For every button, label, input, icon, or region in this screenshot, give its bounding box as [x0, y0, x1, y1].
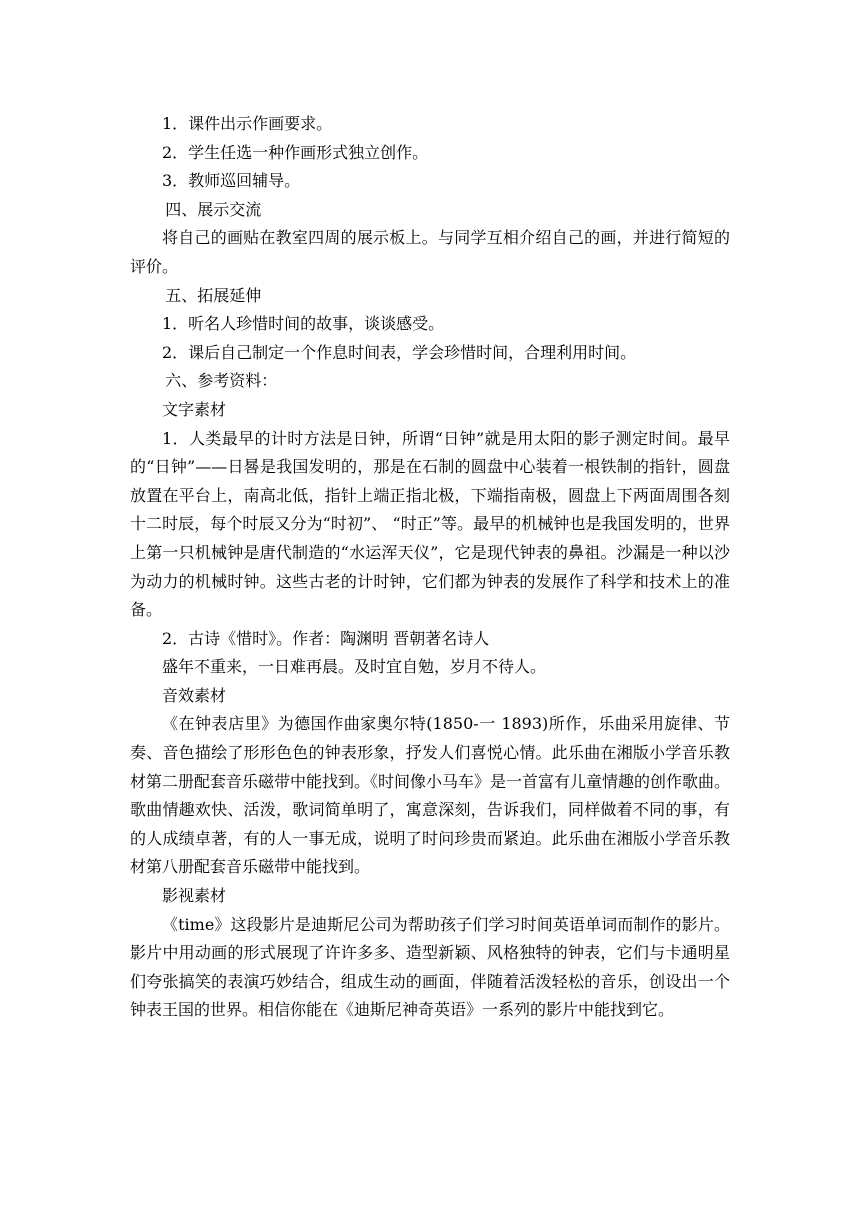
text-material-paragraph-1: 1．人类最早的计时方法是日钟，所谓“日钟”就是用太阳的影子测定时间。最早的“日钟”——日晷是我国发明的，那是在石制的圆盘中心装着一根铁制的指针，圆盘放置在平台上，南高北低，指针上端正指北极，下端指南极，圆盘上下两面周围各刻十二时辰，每个时辰又分为“时初”、 “时正”等。最早的机械钟也是我国发明的，世界上第一只机械钟是唐代制造的“水运浑天仪”，它是现代钟表的鼻祖。沙漏是一种以沙为动力的机械时钟。这些古老的计时钟，它们都为钟表的发展作了科学和技术上的准备。	[130, 428, 730, 620]
sound-material-paragraph: 《在钟表店里》为德国作曲家奥尔特(1850-一 1893)所作，乐曲采用旋律、节奏、音色描绘了形形色色的钟表形象，抒发人们喜悦心情。此乐曲在湘版小学音乐教材第二册配套音乐磁带中能找到。《时间像小马车》是一首富有儿童情趣的创作歌曲。歌曲情趣欢快、活泼，歌词简单明了，寓意深刻，告诉我们，同样做着不同的事，有的人成绩卓著，有的人一事无成，说明了时问珍贵而紧迫。此乐曲在湘版小学音乐教材第八册配套音乐磁带中能找到。	[130, 714, 731, 877]
display-exchange-paragraph: 将自己的画贴在教室四周的展示板上。与同学互相介绍自己的画，并进行简短的评价。	[130, 228, 730, 276]
step-3-paragraph: 3．教师巡回辅导。	[162, 171, 301, 191]
extension-item-1: 1．听名人珍惜时间的故事，谈谈感受。	[162, 314, 445, 334]
text-material-paragraph-2: 2．古诗《惜时》。作者：陶渊明 晋朝著名诗人	[162, 628, 490, 648]
video-material-paragraph: 《time》这段影片是迪斯尼公司为帮助孩子们学习时间英语单词而制作的影片。影片中用动画的形式展现了许许多多、造型新颖、风格独特的钟表，它们与卡通明星们夸张搞笑的表演巧妙结合，组成生动的画面，伴随着活泼轻松的音乐，创设出一个钟表王国的世界。相信你能在《迪斯尼神奇英语》一系列的影片中能找到它。	[130, 914, 730, 1020]
poem-line: 盛年不重来，一日难再晨。及时宜自勉，岁月不待人。	[162, 657, 547, 677]
step-1-paragraph: 1．课件出示作画要求。	[162, 114, 333, 133]
section-heading-references: 六、参考资料：	[165, 371, 278, 391]
step-2-paragraph: 2．学生任选一种作画形式独立创作。	[162, 142, 429, 162]
subheading-text-materials: 文字素材	[162, 399, 227, 419]
subheading-sound-materials: 音效素材	[162, 685, 227, 705]
document-body	[130, 110, 730, 1025]
section-heading-extension: 五、拓展延伸	[165, 285, 262, 305]
section-heading-display-exchange: 四、展示交流	[165, 199, 262, 219]
subheading-video-materials: 影视素材	[162, 886, 227, 906]
extension-item-2: 2．课后自己制定一个作息时间表，学会珍惜时间，合理利用时间。	[162, 342, 637, 362]
